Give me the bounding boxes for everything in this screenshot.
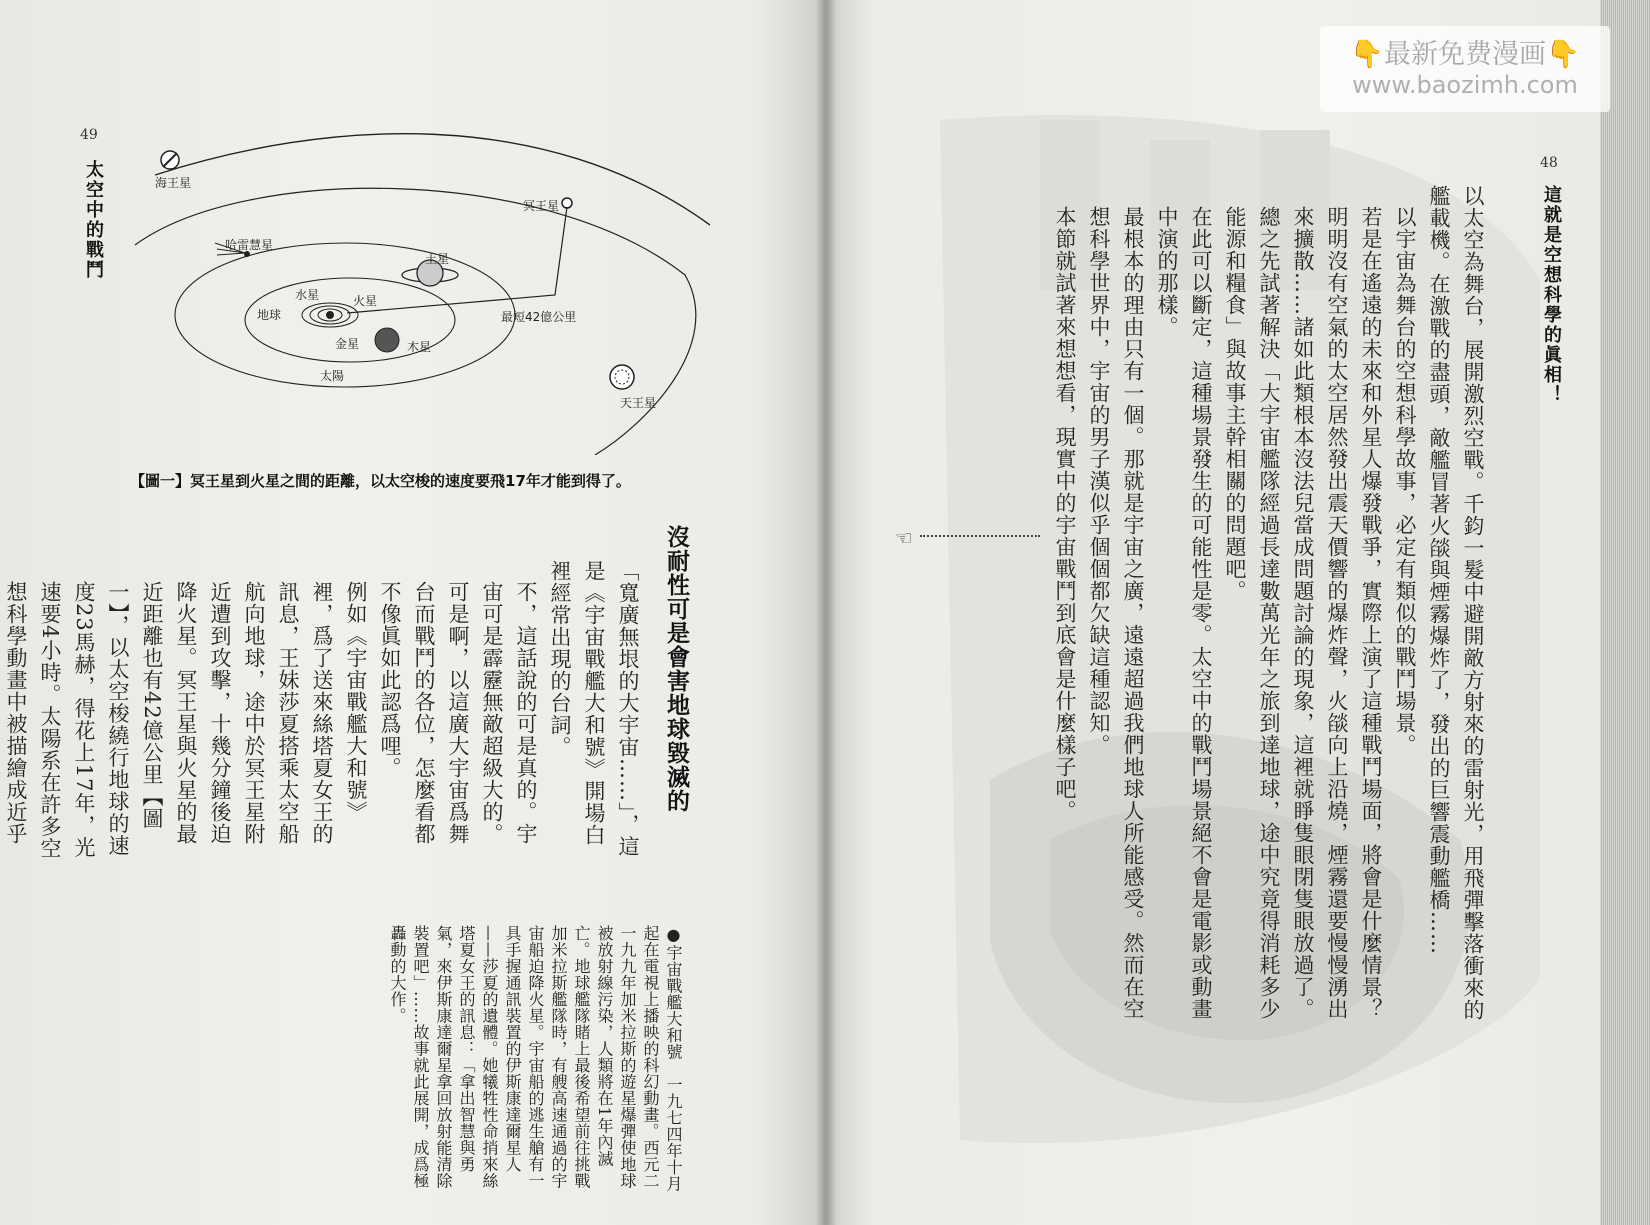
page-number-48: 48 (1540, 155, 1558, 171)
paragraph: 不，這話說的可是真的。宇宙可是霹靂無敵超級大的。 (480, 581, 538, 845)
watermark-title: 👇最新免费漫画👇 (1350, 39, 1580, 70)
pointing-hand-icon: ☜ (895, 526, 913, 550)
paragraph: 明明沒有空氣的太空居然發出震天價響的爆炸聲，火燄向上沿燒，煙霧還要慢慢湧出來擴散……諸如此類根本沒法兒當成問題討論的現象，這裡就睜隻眼閉隻眼放過了。總之先試著解決「大宇宙艦隊經過長達數萬光年之旅到達地球，途中究竟得消耗多少能源和糧食」與故事主幹相關的問題吧。 (1223, 206, 1349, 1020)
paragraph: 可是啊，以這廣大宇宙爲舞台而戰鬥的各位，怎麼看都不像眞如此認爲哩。 (378, 581, 470, 845)
page-number-49: 49 (80, 127, 98, 143)
watermark[interactable] (1320, 26, 1610, 112)
page-edges (1600, 0, 1650, 1225)
right-page-body (1000, 185, 1490, 1025)
label-neptune: 海王星 (155, 176, 192, 190)
paragraph: 「寬廣無垠的大宇宙……」，這是《宇宙戰艦大和號》開場白裡經常出現的台詞。 (548, 560, 640, 858)
running-head-left: 太空中的戰鬥 (83, 160, 104, 280)
left-page-body (4, 560, 645, 860)
running-head-right: 這就是空想科學的眞相！ (1541, 185, 1562, 405)
watermark-url[interactable]: www.baozimh.com (1352, 71, 1578, 99)
paragraph: 以太空為舞台，展開激烈空戰。千鈞一髮中避開敵方射來的雷射光，用飛彈擊落衝來的艦載機。在激戰的盡頭，敵艦冒著火燄與煙霧爆炸了，發出的巨響震動艦橋…… (1427, 185, 1485, 1021)
paragraph: 最根本的理由只有一個。那就是宇宙之廣，遠遠超過我們地球人所能感受。然而在空想科學世界中，宇宙的男子漢似乎個個都欠缺這種認知。 (1087, 206, 1145, 1020)
label-halley-comet: 哈雷慧星 (225, 238, 274, 252)
paragraph: 本節就試著來想想看，現實中的宇宙戰鬥到底會是什麼樣子吧。 (1053, 206, 1077, 822)
paragraph: 以宇宙為舞台的空想科學故事，必定有類似的戰鬥場景。 (1393, 206, 1417, 756)
label-venus: 金星 (335, 337, 360, 351)
label-sun: 太陽 (320, 369, 345, 383)
solar-system-diagram (125, 125, 725, 455)
label-jupiter: 木星 (407, 340, 432, 354)
footnote-yamato: ●宇宙戰艦大和號 一九七四年十月起在電視上播映的科幻動畫。西元二一九九年加米拉斯的遊星爆彈使地球被放射線污染，人類將在1年內滅亡。地球艦隊賭上最後希望前往挑戰加米拉斯艦隊時，有艘高速通過的宇宙船迫降火星。宇宙船的逃生艙有一具手握通訊裝置的伊斯康達爾星人——莎夏的遺體。她犧牲性命捎來絲塔夏女王的訊息：「拿出智慧與勇氣，來伊斯康達爾星拿回放射能清除裝置吧」……故事就此展開，成爲極轟動的大作。 (388, 925, 683, 1192)
label-distance: 最短42億公里 (501, 310, 577, 324)
label-saturn: 土星 (425, 252, 450, 266)
label-pluto: 冥王星 (523, 199, 560, 213)
paragraph: 在此可以斷定，這種場景發生的可能性是零。太空中的戰鬥場景絕不會是電影或動畫中演的那樣。 (1155, 206, 1213, 1020)
paragraph: 若是在遙遠的未來和外星人爆發戰爭，實際上演了這種戰鬥場面，將會是什麼情景？ (1359, 206, 1383, 1020)
book-gutter (815, 0, 837, 1225)
paragraph: 例如《宇宙戰艦大和號》裡，爲了送來絲塔夏女王的訊息，王妹莎夏搭乘太空船航向地球，途中於冥王星附近遭到攻擊，十幾分鐘後迫降火星。冥王星與火星的最近距離也有42億公里【圖一】，以太空梭繞行地球的速度23馬赫，得花上17年，光速要4小時。太陽系在許多空想科學動畫中被描繪成近乎 (4, 581, 368, 860)
section-heading: 沒耐性可是會害地球毀滅的 (663, 525, 689, 813)
label-mercury: 水星 (295, 288, 320, 302)
dotted-leader-line (920, 535, 1040, 537)
figure-caption: 【圖一】冥王星到火星之間的距離，以太空梭的速度要飛17年才能到得了。 (130, 472, 631, 490)
label-earth: 地球 (257, 308, 282, 322)
label-uranus: 天王星 (620, 396, 657, 410)
label-mars: 火星 (353, 294, 378, 308)
